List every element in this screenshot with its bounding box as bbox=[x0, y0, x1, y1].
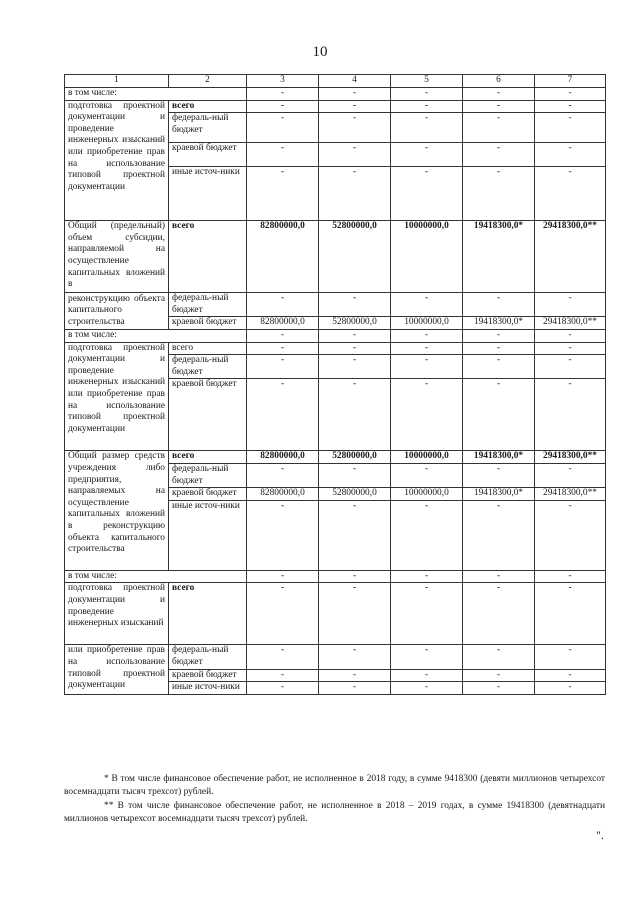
cell: - bbox=[247, 463, 319, 487]
row-label: в том числе: bbox=[65, 88, 247, 101]
page-number: 10 bbox=[312, 44, 328, 60]
cell: - bbox=[319, 329, 391, 342]
row-label: в том числе: bbox=[65, 570, 247, 583]
cell: 29418300,0** bbox=[535, 451, 606, 464]
header-cell: 5 bbox=[391, 75, 463, 88]
cell: - bbox=[319, 682, 391, 695]
cell: - bbox=[247, 583, 319, 645]
row-description: подготовка проектной документации и проведение инженерных изысканий или приобретение прав на использование типовой проектной документации bbox=[65, 342, 169, 451]
cell: - bbox=[391, 463, 463, 487]
cell: - bbox=[319, 570, 391, 583]
cell: - bbox=[391, 113, 463, 143]
cell: - bbox=[319, 293, 391, 317]
cell: 29418300,0** bbox=[535, 488, 606, 501]
cell: - bbox=[463, 645, 535, 669]
cell: - bbox=[247, 570, 319, 583]
cell: - bbox=[463, 682, 535, 695]
cell: - bbox=[391, 669, 463, 682]
cell: - bbox=[247, 113, 319, 143]
table-row bbox=[65, 451, 606, 464]
cell: 19418300,0* bbox=[463, 221, 535, 293]
cell: 19418300,0* bbox=[463, 317, 535, 330]
cell: - bbox=[247, 669, 319, 682]
cell: - bbox=[391, 570, 463, 583]
cell: - bbox=[319, 379, 391, 451]
cell: - bbox=[391, 379, 463, 451]
source-label: федераль-ный бюджет bbox=[169, 463, 247, 487]
cell: - bbox=[319, 143, 391, 167]
cell: 52800000,0 bbox=[319, 488, 391, 501]
source-label: краевой бюджет bbox=[169, 379, 247, 451]
cell: - bbox=[463, 88, 535, 101]
cell: - bbox=[247, 293, 319, 317]
cell: - bbox=[247, 645, 319, 669]
cell: - bbox=[319, 113, 391, 143]
cell: 82800000,0 bbox=[247, 488, 319, 501]
cell: 10000000,0 bbox=[391, 317, 463, 330]
cell: - bbox=[463, 113, 535, 143]
cell: - bbox=[247, 88, 319, 101]
cell: 52800000,0 bbox=[319, 317, 391, 330]
cell: - bbox=[319, 342, 391, 355]
table-row bbox=[65, 342, 606, 355]
cell: - bbox=[391, 143, 463, 167]
row-description: реконструкцию объекта капитального строительства bbox=[65, 293, 169, 330]
cell: - bbox=[463, 379, 535, 451]
cell: 82800000,0 bbox=[247, 451, 319, 464]
cell: 52800000,0 bbox=[319, 451, 391, 464]
source-label: федераль-ный бюджет bbox=[169, 355, 247, 379]
cell: - bbox=[391, 583, 463, 645]
source-label: федераль-ный бюджет bbox=[169, 113, 247, 143]
footnote-1: * В том числе финансовое обеспечение работ, не исполненное в 2018 году, в сумме 9418300 (девяти миллионов четырехсот восемнадцати тысяч трехсот) рублей. bbox=[64, 774, 605, 797]
cell: - bbox=[535, 570, 606, 583]
cell: - bbox=[535, 669, 606, 682]
source-label: иные источ-ники bbox=[169, 682, 247, 695]
table-row bbox=[65, 100, 606, 113]
table-row bbox=[65, 88, 606, 101]
cell: - bbox=[535, 100, 606, 113]
row-description: Общий размер средств учреждения либо предприятия, направляемых на осуществление капитальных вложений в реконструкцию объекта капитального строительства bbox=[65, 451, 169, 570]
cell: - bbox=[463, 143, 535, 167]
cell: - bbox=[247, 143, 319, 167]
cell: - bbox=[319, 167, 391, 221]
cell: - bbox=[391, 329, 463, 342]
cell: 82800000,0 bbox=[247, 317, 319, 330]
header-cell: 7 bbox=[535, 75, 606, 88]
source-label: федераль-ный бюджет bbox=[169, 293, 247, 317]
cell: - bbox=[319, 88, 391, 101]
cell: - bbox=[463, 100, 535, 113]
cell: - bbox=[463, 167, 535, 221]
cell: - bbox=[391, 355, 463, 379]
cell: - bbox=[319, 100, 391, 113]
table-row bbox=[65, 221, 606, 293]
cell: - bbox=[319, 500, 391, 570]
cell: 52800000,0 bbox=[319, 221, 391, 293]
cell: 19418300,0* bbox=[463, 451, 535, 464]
table-row bbox=[65, 570, 606, 583]
table-header-row bbox=[65, 75, 606, 88]
source-label: всего bbox=[169, 342, 247, 355]
table-row bbox=[65, 645, 606, 669]
cell: - bbox=[535, 500, 606, 570]
header-cell: 2 bbox=[169, 75, 247, 88]
table-row bbox=[65, 293, 606, 317]
cell: - bbox=[247, 342, 319, 355]
cell: - bbox=[535, 682, 606, 695]
footnote-2: ** В том числе финансовое обеспечение работ, не исполненное в 2018 – 2019 годах, в сумме 19418300 (девятнадцати миллионов четырехсот восемнадцати тысяч трехсот) рублей. bbox=[64, 801, 605, 824]
cell: - bbox=[535, 379, 606, 451]
cell: - bbox=[535, 143, 606, 167]
table-row bbox=[65, 329, 606, 342]
cell: - bbox=[319, 463, 391, 487]
cell: - bbox=[535, 645, 606, 669]
cell: 82800000,0 bbox=[247, 221, 319, 293]
header-cell: 6 bbox=[463, 75, 535, 88]
row-description: подготовка проектной документации и проведение инженерных изысканий или приобретение прав на использование типовой проектной документации bbox=[65, 100, 169, 221]
cell: 10000000,0 bbox=[391, 451, 463, 464]
row-description: Общий (предельный) объем субсидии, направляемой на осуществление капитальных вложений в bbox=[65, 221, 169, 293]
cell: - bbox=[247, 682, 319, 695]
cell: - bbox=[391, 167, 463, 221]
cell: 10000000,0 bbox=[391, 221, 463, 293]
header-cell: 4 bbox=[319, 75, 391, 88]
row-description: подготовка проектной документации и проведение инженерных изысканий bbox=[65, 583, 169, 645]
cell: - bbox=[463, 669, 535, 682]
source-label: федераль-ный бюджет bbox=[169, 645, 247, 669]
source-label: всего bbox=[169, 451, 247, 464]
cell: - bbox=[391, 342, 463, 355]
cell: - bbox=[535, 167, 606, 221]
cell: - bbox=[247, 100, 319, 113]
cell: - bbox=[247, 500, 319, 570]
source-label: всего bbox=[169, 221, 247, 293]
cell: - bbox=[535, 463, 606, 487]
cell: - bbox=[391, 645, 463, 669]
source-label: краевой бюджет bbox=[169, 317, 247, 330]
cell: - bbox=[391, 500, 463, 570]
cell: - bbox=[535, 88, 606, 101]
cell: - bbox=[535, 293, 606, 317]
source-label: краевой бюджет bbox=[169, 669, 247, 682]
source-label: иные источ-ники bbox=[169, 167, 247, 221]
cell: - bbox=[319, 583, 391, 645]
cell: - bbox=[319, 645, 391, 669]
cell: - bbox=[535, 355, 606, 379]
cell: - bbox=[535, 342, 606, 355]
cell: - bbox=[247, 329, 319, 342]
cell: - bbox=[463, 463, 535, 487]
cell: - bbox=[391, 88, 463, 101]
header-cell: 3 bbox=[247, 75, 319, 88]
source-label: иные источ-ники bbox=[169, 500, 247, 570]
cell: - bbox=[391, 293, 463, 317]
cell: 10000000,0 bbox=[391, 488, 463, 501]
header-cell: 1 bbox=[65, 75, 169, 88]
closing-quote-mark: ". bbox=[596, 828, 604, 842]
row-label: в том числе: bbox=[65, 329, 247, 342]
cell: - bbox=[535, 329, 606, 342]
cell: - bbox=[463, 583, 535, 645]
source-label: всего bbox=[169, 100, 247, 113]
cell: - bbox=[391, 682, 463, 695]
funding-table bbox=[64, 74, 606, 695]
cell: - bbox=[535, 113, 606, 143]
cell: - bbox=[535, 583, 606, 645]
source-label: краевой бюджет bbox=[169, 488, 247, 501]
cell: - bbox=[247, 355, 319, 379]
source-label: краевой бюджет bbox=[169, 143, 247, 167]
cell: - bbox=[463, 570, 535, 583]
cell: - bbox=[463, 293, 535, 317]
cell: 29418300,0** bbox=[535, 317, 606, 330]
cell: - bbox=[247, 167, 319, 221]
table-row bbox=[65, 583, 606, 645]
cell: - bbox=[319, 669, 391, 682]
cell: - bbox=[247, 379, 319, 451]
cell: - bbox=[463, 500, 535, 570]
cell: 19418300,0* bbox=[463, 488, 535, 501]
cell: - bbox=[391, 100, 463, 113]
source-label: всего bbox=[169, 583, 247, 645]
cell: 29418300,0** bbox=[535, 221, 606, 293]
row-description: или приобретение прав на использование типовой проектной документации bbox=[65, 645, 169, 694]
cell: - bbox=[463, 355, 535, 379]
cell: - bbox=[319, 355, 391, 379]
cell: - bbox=[463, 329, 535, 342]
cell: - bbox=[463, 342, 535, 355]
